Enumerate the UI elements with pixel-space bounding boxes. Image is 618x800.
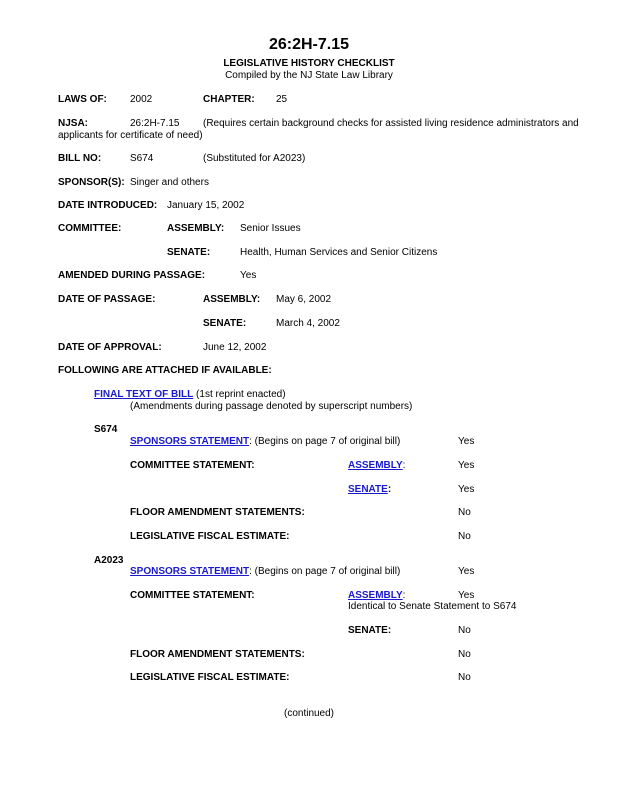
laws-of-value: 2002 [130,94,153,105]
s674-fiscal-value: No [458,531,471,542]
date-of-approval-label: DATE OF APPROVAL: [58,342,162,353]
a2023-floor-label: FLOOR AMENDMENT STATEMENTS: [130,649,305,660]
a2023-sponsors-value: Yes [458,566,475,577]
a2023-assembly-link[interactable]: ASSEMBLY [348,590,403,601]
final-text-link[interactable]: FINAL TEXT OF BILL [94,389,194,400]
page-title: 26:2H-7.15 [268,36,350,53]
a2023-senate-label: SENATE: [348,625,392,636]
bill-no-value: S674 [130,153,154,164]
s674-sponsors-value: Yes [458,436,475,447]
a2023-fiscal-label: LEGISLATIVE FISCAL ESTIMATE: [130,672,290,683]
s674-sponsors-note: : (Begins on page 7 of original bill) [249,436,401,447]
continued-note: (continued) [283,708,335,719]
s674-assembly-colon: : [402,460,406,471]
a2023-senate-value: No [458,625,471,636]
s674-senate-row [348,484,391,496]
a2023-heading: A2023 [94,555,124,566]
s674-fiscal-label: LEGISLATIVE FISCAL ESTIMATE: [130,531,290,542]
date-of-passage-label: DATE OF PASSAGE: [58,294,156,305]
s674-senate-value: Yes [458,484,475,495]
njsa-description-line2: applicants for certificate of need) [58,130,203,141]
s674-sponsors-row [130,436,400,448]
page-subtitle: LEGISLATIVE HISTORY CHECKLIST [223,58,395,69]
bill-no-label: BILL NO: [58,153,102,164]
bill-no-note: (Substituted for A2023) [203,153,306,164]
compiled-by: Compiled by the NJ State Law Library [225,70,393,81]
committee-assembly-label: ASSEMBLY: [167,223,225,234]
passage-assembly-value: May 6, 2002 [276,294,332,305]
date-introduced-value: January 15, 2002 [167,200,245,211]
a2023-assembly-value: Yes [458,590,475,601]
final-text-note: (1st reprint enacted) [196,389,286,400]
committee-senate-label: SENATE: [167,247,211,258]
s674-committee-label: COMMITTEE STATEMENT: [130,460,255,471]
committee-label: COMMITTEE: [58,223,122,234]
a2023-fiscal-value: No [458,672,471,683]
a2023-assembly-note: Identical to Senate Statement to S674 [348,601,517,612]
sponsors-label: SPONSOR(S): [58,177,125,188]
njsa-label: NJSA: [58,118,89,129]
s674-senate-link[interactable]: SENATE [348,484,388,495]
s674-senate-colon: : [387,484,392,495]
a2023-committee-label: COMMITTEE STATEMENT: [130,590,255,601]
s674-floor-value: No [458,507,471,518]
committee-assembly-value: Senior Issues [240,223,301,234]
s674-assembly-value: Yes [458,460,475,471]
committee-senate-value: Health, Human Services and Senior Citizens [240,247,438,258]
s674-floor-label: FLOOR AMENDMENT STATEMENTS: [130,507,305,518]
s674-heading: S674 [94,424,118,435]
final-text-row [94,389,286,401]
laws-of-label: LAWS OF: [58,94,107,105]
a2023-sponsors-note: : (Begins on page 7 of original bill) [249,566,401,577]
a2023-assembly-colon: : [402,590,406,601]
amended-label: AMENDED DURING PASSAGE: [58,270,206,281]
passage-assembly-label: ASSEMBLY: [203,294,261,305]
attachments-heading: FOLLOWING ARE ATTACHED IF AVAILABLE: [58,365,272,376]
njsa-description-line1: (Requires certain background checks for assisted living residence administrators and [203,118,579,129]
s674-assembly-link[interactable]: ASSEMBLY [348,460,403,471]
a2023-floor-value: No [458,649,471,660]
passage-senate-value: March 4, 2002 [276,318,340,329]
njsa-value: 26:2H-7.15 [130,118,180,129]
date-of-approval-value: June 12, 2002 [203,342,267,353]
amendments-note: (Amendments during passage denoted by superscript numbers) [130,401,413,412]
chapter-value: 25 [276,94,288,105]
s674-assembly-row [348,460,405,472]
a2023-sponsors-statement-link[interactable]: SPONSORS STATEMENT [130,566,250,577]
s674-sponsors-statement-link[interactable]: SPONSORS STATEMENT [130,436,250,447]
sponsors-value: Singer and others [130,177,209,188]
chapter-label: CHAPTER: [203,94,255,105]
amended-value: Yes [240,270,257,281]
a2023-sponsors-row [130,566,400,578]
passage-senate-label: SENATE: [203,318,247,329]
date-introduced-label: DATE INTRODUCED: [58,200,158,211]
